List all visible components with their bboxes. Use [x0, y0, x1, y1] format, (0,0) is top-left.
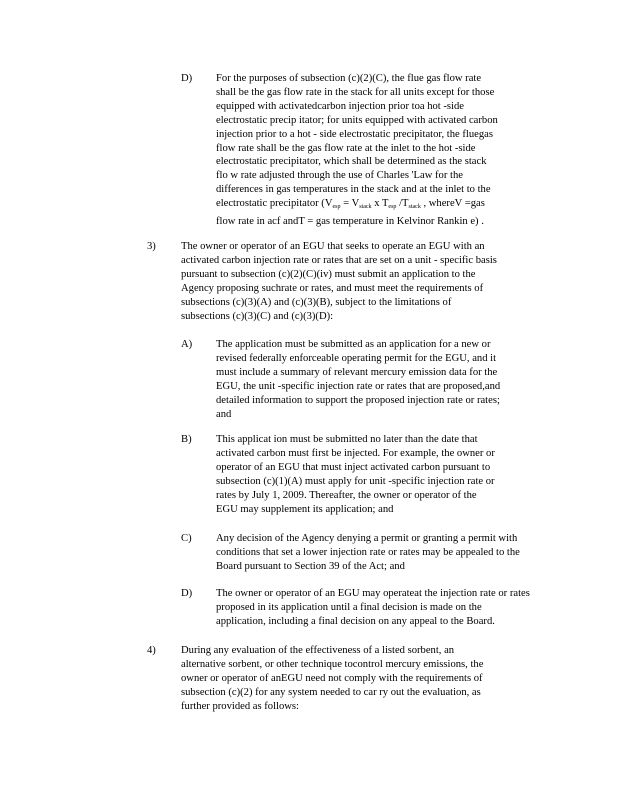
text-line: must include a summary of relevant mercury emission data for the — [216, 366, 498, 378]
text-line: EGU, the unit -specific injection rate or rates that are proposed,and — [216, 380, 501, 392]
text-line: flow rate shall be the gas flow rate at the inlet to the hot -side — [216, 142, 476, 154]
paragraph-marker: A) — [181, 339, 193, 350]
formula-tail: , whereV =gas — [420, 198, 485, 210]
text-line: flow rate in acf andT = gas temperature in Kelvinor Rankin e) . — [216, 216, 484, 228]
text-line: application, including a final decision on any appeal to the Board. — [216, 615, 495, 627]
paragraph-marker: C) — [181, 533, 192, 544]
subscript-stack: stack — [408, 204, 421, 211]
text-line: Board pursuant to Section 39 of the Act; and — [216, 560, 405, 572]
text-line: operator of an EGU that must inject activated carbon pursuant to — [216, 461, 491, 473]
text-line: differences in gas temperatures in the stack and at the inlet to the — [216, 184, 491, 196]
paragraph-marker: 4) — [147, 645, 156, 656]
text-line: subsection (c)(1)(A) must apply for unit -specific injection rate or — [216, 475, 495, 487]
text-line: pursuant to subsection (c)(2)(C)(iv) must submit an application to the — [181, 268, 476, 280]
text-line: The owner or operator of an EGU may operateat the injection rate or rates — [216, 588, 530, 599]
text-line: For the purposes of subsection (c)(2)(C), the flue gas flow rate — [216, 73, 482, 84]
paragraph-text — [181, 644, 483, 714]
text-line: electrostatic precipitator (V — [216, 198, 333, 210]
text-line: EGU may supplement its application; and — [216, 503, 394, 515]
text-line: rates by July 1, 2009. Thereafter, the owner or operator of the — [216, 489, 477, 501]
text-line: proposed in its application until a final decision is made on the — [216, 601, 482, 613]
formula-times: x T — [371, 198, 389, 210]
paragraph-marker: B) — [181, 434, 192, 445]
paragraph-text — [216, 587, 530, 629]
formula-eq: = V — [340, 198, 360, 210]
paragraph-marker: D) — [181, 73, 193, 84]
text-line: flo w rate adjusted through the use of Charles 'Law for the — [216, 170, 463, 182]
text-line: injection prior to a hot - side electrostatic precipitator, the fluegas — [216, 128, 493, 140]
text-line: further provided as follows: — [181, 700, 299, 712]
text-line: The application must be submitted as an application for a new or — [216, 339, 491, 350]
paragraph-text — [216, 72, 498, 229]
text-line: subsection (c)(2) for any system needed to car ry out the evaluation, as — [181, 686, 481, 698]
text-line: activated carbon injection rate or rates that are set on a unit - specific basis — [181, 254, 497, 266]
text-line: conditions that set a lower injection rate or rates may be appealed to the — [216, 546, 520, 558]
text-line: subsections (c)(3)(A) and (c)(3)(B), subject to the limitations of — [181, 296, 452, 308]
text-line: and — [216, 408, 232, 420]
formula-line — [216, 197, 498, 215]
text-line: electrostatic precip itator; for units equipped with activated carbon — [216, 114, 498, 126]
text-line: During any evaluation of the effectiveness of a listed sorbent, an — [181, 645, 455, 656]
paragraph-text — [216, 433, 495, 516]
text-line: subsections (c)(3)(C) and (c)(3)(D): — [181, 310, 334, 322]
text-line: equipped with activatedcarbon injection prior toa hot -side — [216, 100, 464, 112]
text-line: shall be the gas flow rate in the stack for all units except for those — [216, 86, 495, 98]
subscript-esp: esp — [332, 204, 341, 211]
text-line: This applicat ion must be submitted no later than the date that — [216, 434, 478, 445]
text-line: activated carbon must first be injected. For example, the owner or — [216, 447, 495, 459]
text-line: Agency proposing suchrate or rates, and must meet the requirements of — [181, 282, 484, 294]
text-line: revised federally enforceable operating permit for the EGU, and it — [216, 352, 497, 364]
text-line: The owner or operator of an EGU that seeks to operate an EGU with an — [181, 241, 485, 252]
paragraph-text — [181, 240, 497, 323]
formula-over: /T — [396, 198, 409, 210]
text-line: alternative sorbent, or other technique tocontrol mercury emissions, the — [181, 658, 484, 670]
text-line: electrostatic precipitator, which shall be determined as the stack — [216, 156, 487, 168]
subscript-esp: esp — [388, 204, 397, 211]
text-line: Any decision of the Agency denying a permit or granting a permit with — [216, 533, 518, 544]
paragraph-marker: D) — [181, 588, 193, 599]
text-line: detailed information to support the proposed injection rate or rates; — [216, 394, 500, 406]
subscript-stack: stack — [359, 204, 372, 211]
paragraph-text — [216, 338, 500, 421]
paragraph-marker: 3) — [147, 241, 156, 252]
paragraph-text — [216, 532, 520, 574]
text-line: owner or operator of anEGU need not comply with the requirements of — [181, 672, 483, 684]
